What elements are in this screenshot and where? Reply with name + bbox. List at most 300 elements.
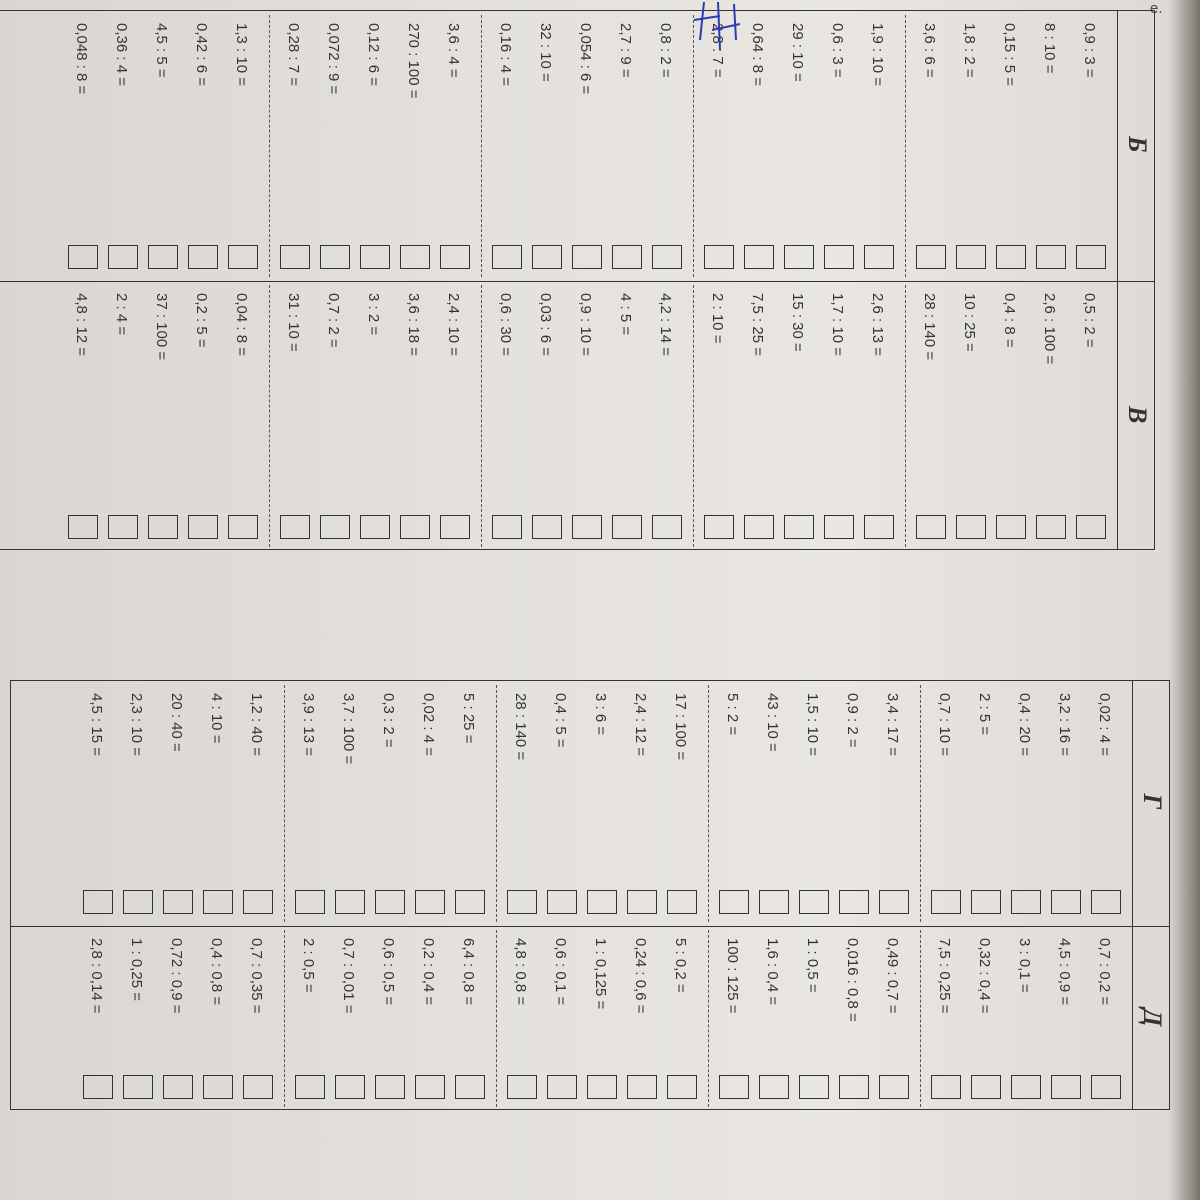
answer-box[interactable] [916, 515, 946, 539]
answer-box[interactable] [1051, 890, 1081, 914]
division-problem [159, 938, 195, 1099]
division-problem [79, 938, 115, 1099]
problem-expression: 28 : 140 = [512, 693, 530, 761]
answer-box[interactable] [1091, 890, 1121, 914]
division-problem [663, 693, 699, 914]
problem-expression: 3,4 : 17 = [884, 693, 902, 756]
division-problem [780, 23, 816, 269]
answer-box[interactable] [824, 245, 854, 269]
problem-expression: 17 : 100 = [672, 693, 690, 761]
panel-b-letter: Б [1123, 136, 1152, 153]
answer-box[interactable] [931, 890, 961, 914]
division-problem [780, 293, 816, 539]
answer-box[interactable] [996, 245, 1026, 269]
division-problem [543, 938, 579, 1099]
division-problem [64, 23, 100, 269]
division-problem [224, 293, 260, 539]
division-problem [543, 693, 579, 914]
answer-box[interactable] [415, 890, 445, 914]
problem-expression: 1 : 0,25 = [128, 938, 146, 1001]
answer-box[interactable] [280, 245, 310, 269]
problem-expression: 270 : 100 = [405, 23, 423, 99]
problem-expression: 37 : 100 = [153, 293, 171, 361]
answer-box[interactable] [839, 1075, 869, 1099]
problem-expression: 8 : 10 = [1041, 23, 1059, 74]
problem-expression: 2,8 : 0,14 = [88, 938, 106, 1014]
problem-expression: 2 : 5 = [976, 693, 994, 736]
division-problem [1047, 693, 1083, 914]
group-separator [269, 285, 270, 547]
answer-box[interactable] [719, 890, 749, 914]
division-problem [583, 938, 619, 1099]
problem-expression: 0,32 : 0,4 = [976, 938, 994, 1014]
division-problem [967, 938, 1003, 1099]
answer-box[interactable] [1091, 1075, 1121, 1099]
answer-box[interactable] [931, 1075, 961, 1099]
division-problem [1007, 693, 1043, 914]
problem-expression: 1,7 : 10 = [829, 293, 847, 356]
problem-expression: 0,2 : 0,4 = [420, 938, 438, 1006]
division-problem [623, 693, 659, 914]
division-problem [608, 293, 644, 539]
problem-expression: 1,5 : 10 = [804, 693, 822, 756]
answer-box[interactable] [335, 1075, 365, 1099]
division-problem [371, 693, 407, 914]
answer-box[interactable] [879, 1075, 909, 1099]
answer-box[interactable] [295, 1075, 325, 1099]
division-problem [568, 293, 604, 539]
answer-box[interactable] [864, 245, 894, 269]
answer-box[interactable] [1051, 1075, 1081, 1099]
division-problem [820, 23, 856, 269]
answer-box[interactable] [375, 1075, 405, 1099]
problem-expression: 0,49 : 0,7 = [884, 938, 902, 1014]
answer-box[interactable] [360, 515, 390, 539]
division-problem [912, 23, 948, 269]
answer-box[interactable] [784, 515, 814, 539]
problem-expression: 0,072 : 9 = [325, 23, 343, 95]
answer-box[interactable] [360, 245, 390, 269]
division-problem [912, 293, 948, 539]
answer-box[interactable] [203, 1075, 233, 1099]
division-problem [79, 693, 115, 914]
division-problem [451, 693, 487, 914]
division-problem [104, 23, 140, 269]
problem-expression: 4 : 10 = [208, 693, 226, 744]
problem-expression: 3,6 : 18 = [405, 293, 423, 356]
problem-expression: 0,9 : 3 = [1081, 23, 1099, 78]
answer-box[interactable] [188, 515, 218, 539]
problem-expression: 10 : 25 = [961, 293, 979, 352]
division-problem [1072, 23, 1108, 269]
answer-box[interactable] [971, 1075, 1001, 1099]
group-separator [481, 15, 482, 277]
problem-expression: 5 : 25 = [460, 693, 478, 744]
pen-marks [690, 0, 750, 60]
answer-box[interactable] [547, 890, 577, 914]
answer-box[interactable] [243, 1075, 273, 1099]
problem-expression: 2,4 : 10 = [445, 293, 463, 356]
group-separator [284, 685, 285, 922]
division-problem [224, 23, 260, 269]
problem-expression: 0,9 : 10 = [577, 293, 595, 356]
answer-box[interactable] [83, 1075, 113, 1099]
division-problem [992, 23, 1028, 269]
problem-expression: 0,3 : 2 = [380, 693, 398, 748]
division-problem [795, 693, 831, 914]
division-problem [992, 293, 1028, 539]
problem-expression: 0,6 : 30 = [497, 293, 515, 356]
division-problem [331, 938, 367, 1099]
answer-box[interactable] [759, 1075, 789, 1099]
problem-expression: 32 : 10 = [537, 23, 555, 82]
division-problem [451, 938, 487, 1099]
division-problem [503, 693, 539, 914]
division-problem [1007, 938, 1043, 1099]
division-problem [488, 293, 524, 539]
answer-box[interactable] [440, 245, 470, 269]
answer-box[interactable] [1076, 515, 1106, 539]
header-rule [1132, 681, 1133, 1109]
problem-expression: 2,6 : 100 = [1041, 293, 1059, 365]
division-problem [648, 293, 684, 539]
division-problem [927, 938, 963, 1099]
group-separator [708, 930, 709, 1107]
answer-box[interactable] [956, 515, 986, 539]
division-problem [1072, 293, 1108, 539]
header-rule [1117, 11, 1118, 549]
column-divider [0, 281, 1154, 282]
problem-expression: 0,24 : 0,6 = [632, 938, 650, 1014]
answer-box[interactable] [956, 245, 986, 269]
division-problem [331, 693, 367, 914]
problem-expression: 4,8 : 12 = [73, 293, 91, 356]
answer-box[interactable] [1036, 245, 1066, 269]
problem-expression: 0,42 : 6 = [193, 23, 211, 86]
problem-expression: 1,2 : 40 = [248, 693, 266, 756]
division-problem [528, 23, 564, 269]
problem-expression: 3 : 6 = [592, 693, 610, 736]
problem-expression: 0,6 : 0,5 = [380, 938, 398, 1006]
division-problem [663, 938, 699, 1099]
problem-expression: 0,2 : 5 = [193, 293, 211, 348]
answer-box[interactable] [612, 245, 642, 269]
answer-box[interactable] [627, 1075, 657, 1099]
column-divider [11, 926, 1169, 927]
answer-box[interactable] [335, 890, 365, 914]
division-problem [623, 938, 659, 1099]
division-problem [371, 938, 407, 1099]
division-problem [144, 293, 180, 539]
answer-box[interactable] [667, 1075, 697, 1099]
division-problem [64, 293, 100, 539]
answer-box[interactable] [1076, 245, 1106, 269]
answer-box[interactable] [572, 515, 602, 539]
problem-expression: 1,3 : 10 = [233, 23, 251, 86]
division-problem [291, 938, 327, 1099]
division-problem [860, 293, 896, 539]
division-problem [291, 693, 327, 914]
answer-box[interactable] [652, 515, 682, 539]
answer-box[interactable] [68, 515, 98, 539]
answer-box[interactable] [704, 515, 734, 539]
group-separator [693, 285, 694, 547]
group-separator [496, 685, 497, 922]
problem-expression: 0,16 : 4 = [497, 23, 515, 86]
problem-expression: 0,4 : 8 = [1001, 293, 1019, 348]
division-problem [820, 293, 856, 539]
answer-box[interactable] [507, 1075, 537, 1099]
division-problem [396, 23, 432, 269]
table-g-d [10, 680, 1170, 1110]
problem-expression: 0,12 : 6 = [365, 23, 383, 86]
problem-expression: 2 : 10 = [709, 293, 727, 344]
answer-box[interactable] [916, 245, 946, 269]
answer-box[interactable] [163, 1075, 193, 1099]
answer-box[interactable] [280, 515, 310, 539]
answer-box[interactable] [532, 245, 562, 269]
problem-expression: 1,8 : 2 = [961, 23, 979, 78]
division-problem [1087, 938, 1123, 1099]
division-problem [952, 293, 988, 539]
answer-box[interactable] [572, 245, 602, 269]
division-problem [528, 293, 564, 539]
corner-text: е. [1150, 0, 1163, 17]
panel-v-letter: В [1123, 406, 1152, 424]
division-problem [875, 693, 911, 914]
division-problem [316, 23, 352, 269]
problem-expression: 5 : 2 = [724, 693, 742, 736]
problem-expression: 0,04 : 8 = [233, 293, 251, 356]
problem-expression: 0,5 : 2 = [1081, 293, 1099, 348]
answer-box[interactable] [492, 245, 522, 269]
answer-box[interactable] [68, 245, 98, 269]
problem-expression: 0,36 : 4 = [113, 23, 131, 86]
answer-box[interactable] [784, 245, 814, 269]
division-problem [356, 293, 392, 539]
problem-expression: 0,64 : 8 = [749, 23, 767, 86]
problem-expression: 3,6 : 4 = [445, 23, 463, 78]
problem-expression: 1,9 : 10 = [869, 23, 887, 86]
answer-box[interactable] [612, 515, 642, 539]
answer-box[interactable] [744, 245, 774, 269]
division-problem [411, 938, 447, 1099]
answer-box[interactable] [704, 245, 734, 269]
division-problem [119, 938, 155, 1099]
division-problem [952, 23, 988, 269]
problem-expression: 4,5 : 15 = [88, 693, 106, 756]
division-problem [119, 693, 155, 914]
division-problem [715, 938, 751, 1099]
division-problem [488, 23, 524, 269]
answer-box[interactable] [400, 245, 430, 269]
problem-expression: 31 : 10 = [285, 293, 303, 352]
group-separator [905, 15, 906, 277]
division-problem [239, 938, 275, 1099]
panel-g-letter: Г [1138, 793, 1167, 810]
group-separator [496, 930, 497, 1107]
problem-expression: 7,5 : 0,25 = [936, 938, 954, 1014]
answer-box[interactable] [799, 1075, 829, 1099]
answer-box[interactable] [400, 515, 430, 539]
division-problem [436, 293, 472, 539]
division-problem [875, 938, 911, 1099]
division-problem [755, 938, 791, 1099]
division-problem [608, 23, 644, 269]
answer-box[interactable] [799, 890, 829, 914]
panel-d-letter: Д [1138, 1008, 1167, 1027]
problem-expression: 0,02 : 4 = [1096, 693, 1114, 756]
problem-expression: 0,6 : 0,1 = [552, 938, 570, 1006]
answer-box[interactable] [320, 245, 350, 269]
problem-expression: 0,9 : 2 = [844, 693, 862, 748]
answer-box[interactable] [492, 515, 522, 539]
problem-expression: 3,6 : 6 = [921, 23, 939, 78]
division-problem [411, 693, 447, 914]
division-problem [967, 693, 1003, 914]
answer-box[interactable] [228, 515, 258, 539]
problem-expression: 3,9 : 13 = [300, 693, 318, 756]
problem-expression: 4,5 : 0,9 = [1056, 938, 1074, 1006]
problem-expression: 2 : 0,5 = [300, 938, 318, 993]
division-problem [755, 693, 791, 914]
answer-box[interactable] [455, 890, 485, 914]
division-problem [1087, 693, 1123, 914]
division-problem [199, 693, 235, 914]
answer-box[interactable] [108, 515, 138, 539]
answer-box[interactable] [971, 890, 1001, 914]
division-problem [199, 938, 235, 1099]
answer-box[interactable] [587, 890, 617, 914]
answer-box[interactable] [320, 515, 350, 539]
division-problem [276, 23, 312, 269]
problem-expression: 0,03 : 6 = [537, 293, 555, 356]
answer-box[interactable] [652, 245, 682, 269]
division-problem [1032, 293, 1068, 539]
problem-expression: 0,28 : 7 = [285, 23, 303, 86]
division-problem [927, 693, 963, 914]
problem-expression: 3,2 : 16 = [1056, 693, 1074, 756]
answer-box[interactable] [203, 890, 233, 914]
division-problem [835, 693, 871, 914]
problem-expression: 0,016 : 0,8 = [844, 938, 862, 1022]
group-separator [269, 15, 270, 277]
answer-box[interactable] [587, 1075, 617, 1099]
problem-expression: 4,2 : 14 = [657, 293, 675, 356]
answer-box[interactable] [83, 890, 113, 914]
problem-expression: 0,72 : 0,9 = [168, 938, 186, 1014]
answer-box[interactable] [996, 515, 1026, 539]
problem-expression: 0,02 : 4 = [420, 693, 438, 756]
answer-box[interactable] [744, 515, 774, 539]
group-separator [284, 930, 285, 1107]
answer-box[interactable] [1011, 890, 1041, 914]
division-problem [740, 293, 776, 539]
division-problem [583, 693, 619, 914]
problem-expression: 0,6 : 3 = [829, 23, 847, 78]
division-problem [104, 293, 140, 539]
division-problem [144, 23, 180, 269]
problem-expression: 2,7 : 9 = [617, 23, 635, 78]
answer-box[interactable] [295, 890, 325, 914]
answer-box[interactable] [148, 515, 178, 539]
answer-box[interactable] [507, 890, 537, 914]
group-separator [905, 285, 906, 547]
answer-box[interactable] [864, 515, 894, 539]
problem-expression: 0,7 : 10 = [936, 693, 954, 756]
answer-box[interactable] [879, 890, 909, 914]
answer-box[interactable] [188, 245, 218, 269]
problem-expression: 4,8 : 0,8 = [512, 938, 530, 1006]
problem-expression: 0,15 : 5 = [1001, 23, 1019, 86]
answer-box[interactable] [627, 890, 657, 914]
answer-box[interactable] [123, 1075, 153, 1099]
answer-box[interactable] [148, 245, 178, 269]
problem-expression: 4 : 5 = [617, 293, 635, 336]
problem-expression: 2,3 : 10 = [128, 693, 146, 756]
answer-box[interactable] [547, 1075, 577, 1099]
answer-box[interactable] [163, 890, 193, 914]
division-problem [648, 23, 684, 269]
problem-expression: 1 : 0,125 = [592, 938, 610, 1010]
answer-box[interactable] [415, 1075, 445, 1099]
division-problem [1047, 938, 1083, 1099]
problem-expression: 5 : 0,2 = [672, 938, 690, 993]
division-problem [184, 23, 220, 269]
problem-expression: 1 : 0,5 = [804, 938, 822, 993]
division-problem [276, 293, 312, 539]
problem-expression: 43 : 10 = [764, 693, 782, 752]
answer-box[interactable] [123, 890, 153, 914]
answer-box[interactable] [440, 515, 470, 539]
answer-box[interactable] [719, 1075, 749, 1099]
answer-box[interactable] [375, 890, 405, 914]
division-problem [239, 693, 275, 914]
division-problem [503, 938, 539, 1099]
problem-expression: 0,7 : 0,01 = [340, 938, 358, 1014]
answer-box[interactable] [108, 245, 138, 269]
answer-box[interactable] [532, 515, 562, 539]
problem-expression: 4,5 : 5 = [153, 23, 171, 78]
problem-expression: 0,4 : 5 = [552, 693, 570, 748]
division-problem [396, 293, 432, 539]
division-problem [184, 293, 220, 539]
answer-box[interactable] [455, 1075, 485, 1099]
problem-expression: 3,7 : 100 = [340, 693, 358, 765]
problem-expression: 0,7 : 2 = [325, 293, 343, 348]
answer-box[interactable] [759, 890, 789, 914]
division-problem [700, 293, 736, 539]
division-problem [356, 23, 392, 269]
answer-box[interactable] [824, 515, 854, 539]
problem-expression: 6,4 : 0,8 = [460, 938, 478, 1006]
answer-box[interactable] [667, 890, 697, 914]
problem-expression: 2,4 : 12 = [632, 693, 650, 756]
problem-expression: 29 : 10 = [789, 23, 807, 82]
group-separator [920, 930, 921, 1107]
problem-expression: 15 : 30 = [789, 293, 807, 352]
answer-box[interactable] [228, 245, 258, 269]
answer-box[interactable] [839, 890, 869, 914]
problem-expression: 0,8 : 2 = [657, 23, 675, 78]
problem-expression: 1,6 : 0,4 = [764, 938, 782, 1006]
answer-box[interactable] [243, 890, 273, 914]
answer-box[interactable] [1036, 515, 1066, 539]
division-problem [316, 293, 352, 539]
table-b-v [0, 10, 1155, 550]
problem-expression: 2,8 : 7 = [709, 23, 727, 78]
answer-box[interactable] [1011, 1075, 1041, 1099]
